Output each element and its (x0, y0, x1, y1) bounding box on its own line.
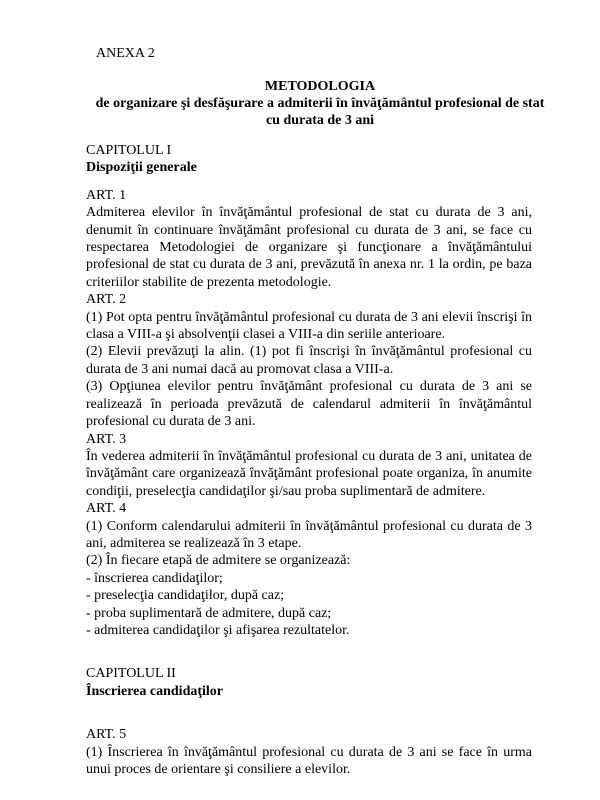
article-4-paragraph-1: (1) Conform calendarului admiterii în învăţământul profesional cu durata de 3 ani, admiterea se realizează în 3 etape. (86, 518, 532, 551)
article-2-paragraph-3: (3) Opţiunea elevilor pentru învăţământ profesional cu durata de 3 ani se realizează în perioada prevăzută de calendarul admiterii în învăţământul profesional cu durata de 3 ani. (86, 379, 532, 430)
chapter-2-heading: CAPITOLUL II (86, 666, 176, 682)
article-2-label: ART. 2 (86, 292, 127, 308)
title-line-2: de organizare şi desfăşurare a admiterii în învăţământul profesional de stat cu durata de 3 ani (95, 96, 545, 128)
article-1-label: ART. 1 (86, 187, 127, 203)
chapter-1-heading: CAPITOLUL I (86, 143, 172, 158)
list-item: - preselecţia candidaţilor, după caz; (86, 588, 285, 604)
chapter-1-title: Dispoziţii generale (86, 160, 197, 176)
article-4-paragraph-2: (2) În fiecare etapă de admitere se organizează: (86, 553, 351, 569)
spacer (86, 639, 532, 665)
article-1-text: Admiterea elevilor în învăţământul profesional de stat cu durata de 3 ani, denumit în continuare învăţământ profesional cu durata de 3 ani, se face cu respectarea Metodologiei de organizare şi funcţionare a învăţământului profesional de stat cu durata de 3 ani, prevăzută în anexa nr. 1 la ordin, pe baza criteriilor stabilite de prezenta metodologie. (86, 205, 532, 290)
article-3-text: În vederea admiterii în învăţământul profesional cu durata de 3 ani, unitatea de învăţământ care organizează învăţământ profesional poate organiza, în anumite condiţii, preselecţia candidaţilor şi/sau proba suplimentară de admitere. (86, 448, 532, 499)
article-5-paragraph-1: (1) Înscrierea în învăţământul profesional cu durata de 3 ani se face în urma unui proces de orientare şi consiliere a elevilor. (86, 744, 532, 777)
spacer (86, 700, 532, 726)
article-4-label: ART. 4 (86, 501, 127, 517)
article-2-paragraph-2: (2) Elevii prevăzuţi la alin. (1) pot fi înscrişi în învăţământul profesional cu durata de 3 ani numai dacă au promovat clasa a VIII-a. (86, 344, 532, 377)
article-2-paragraph-1: (1) Pot opta pentru învăţământul profesional cu durata de 3 ani elevii înscrişi în clasa a VIII-a şi absolvenţii clasei a VIII-a din seriile anterioare. (86, 309, 532, 343)
document-body (86, 142, 532, 778)
list-item: - înscrierea candidaţilor; (86, 570, 223, 586)
chapter-2-title: Înscrierea candidaţilor (86, 683, 224, 699)
article-5-label: ART. 5 (86, 727, 127, 743)
spacer (86, 177, 532, 187)
list-item: - admiterea candidaţilor şi afişarea rezultatelor. (86, 622, 350, 638)
annex-label: ANEXA 2 (96, 46, 155, 61)
article-3-label: ART. 3 (86, 431, 127, 447)
title-line-1: METODOLOGIA (264, 79, 376, 94)
document-title (90, 78, 550, 129)
list-item: - proba suplimentară de admitere, după caz; (86, 605, 332, 621)
